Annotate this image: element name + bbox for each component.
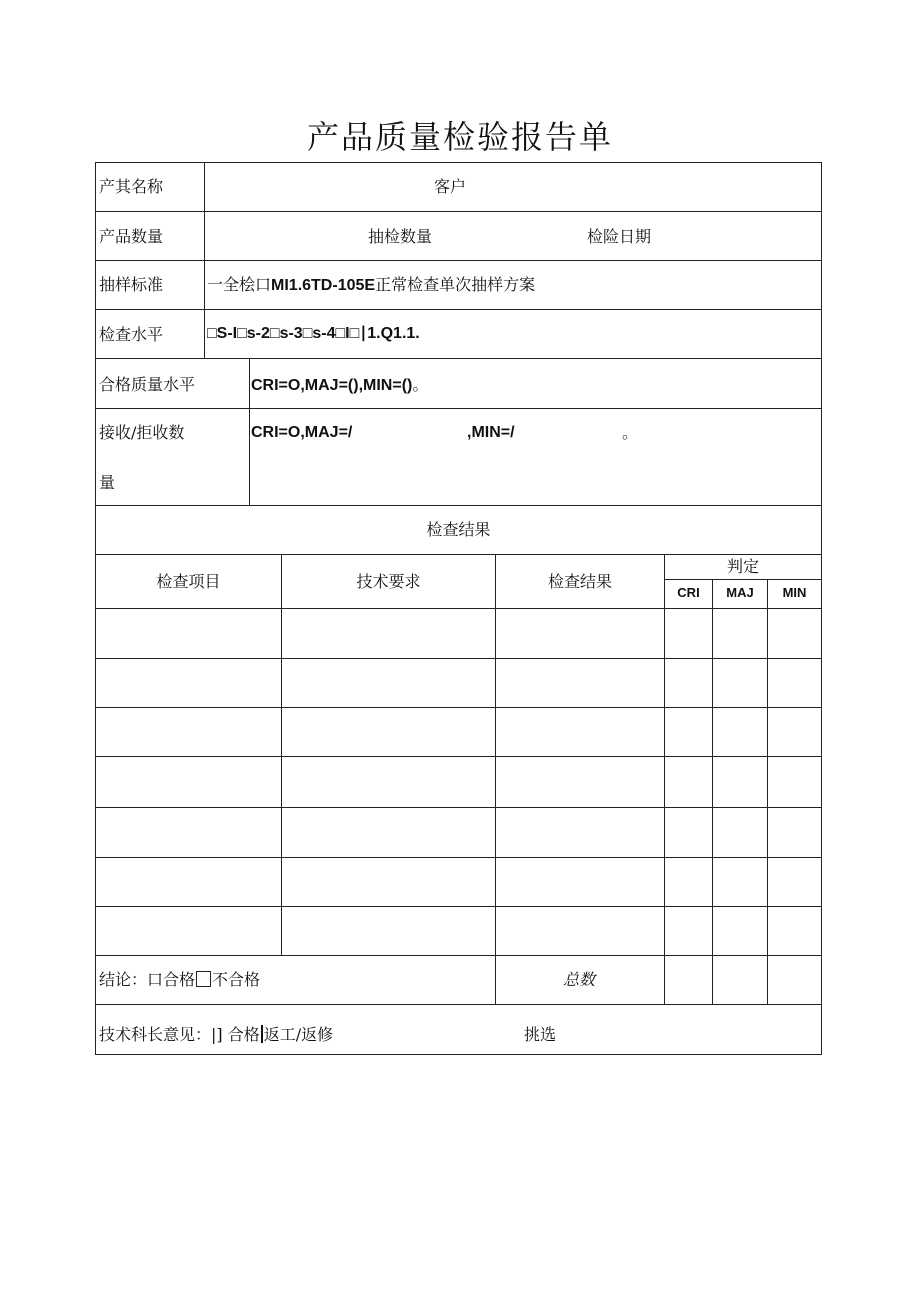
total-label: 总数 — [563, 970, 596, 989]
accept-reject-label-2: 量 — [99, 473, 116, 492]
sample-qty-label: 抽检数量 — [368, 227, 433, 246]
sampling-std-suffix: 正常检查单次抽样方案 — [375, 275, 536, 294]
rule — [495, 554, 496, 1005]
inspect-date-label: 检险日期 — [587, 227, 652, 246]
opinion-bracket: |] — [211, 1025, 223, 1044]
checkbox-mark — [261, 1025, 263, 1043]
sampling-std-prefix: 一全桧口 — [207, 275, 272, 294]
aql-label: 合格质量水平 — [99, 375, 196, 394]
accept-reject-value-1: CRI=O,MAJ=/ — [251, 424, 353, 441]
col-requirement-header: 技术要求 — [356, 572, 421, 591]
results-section-header: 检查结果 — [426, 520, 491, 539]
opinion — [99, 1025, 333, 1045]
sub-cri-header: CRI — [677, 585, 700, 600]
col-item-header: 检查项目 — [156, 572, 221, 591]
aql-end: 。 — [412, 375, 429, 394]
accept-reject-end: 。 — [622, 423, 639, 442]
aql-value-wrap — [251, 375, 428, 396]
rule — [712, 579, 713, 1005]
accept-reject-label-1: 接收/拒收数 — [99, 423, 185, 442]
page-title: 产品质量检验报告单 — [306, 118, 613, 156]
sampling-std-label: 抽样标准 — [99, 275, 164, 294]
aql-value: CRI=O,MAJ=(),MIN=() — [251, 377, 413, 394]
opinion-pick: 挑选 — [524, 1025, 557, 1044]
col-judgement-header: 判定 — [726, 557, 759, 576]
rule — [767, 579, 768, 1005]
rule — [249, 358, 250, 506]
rule — [281, 554, 282, 956]
rule — [664, 579, 822, 580]
conclusion-label: 结论： — [99, 970, 148, 989]
level-value: □S-I□s-2□s-3□s-4□I□∣1.Q1.1. — [207, 325, 420, 342]
sub-min-header: MIN — [782, 585, 807, 600]
sampling-std-code: MI1.6TD-105E — [271, 277, 376, 294]
product-qty-label: 产品数量 — [99, 227, 164, 246]
accept-reject-value-2: ,MIN=/ — [467, 424, 515, 441]
rule — [664, 554, 665, 1005]
fail-checkbox[interactable] — [196, 971, 211, 987]
customer-label: 客户 — [434, 177, 467, 196]
opinion-pass: 合格 — [227, 1025, 260, 1044]
sub-maj-header: MAJ — [726, 585, 754, 600]
table-border-bottom — [95, 1054, 822, 1055]
opinion-label: 技术科长意见： — [99, 1025, 212, 1044]
rule — [95, 408, 822, 409]
level-label: 检查水平 — [99, 325, 164, 344]
opinion-rework: 返工/返修 — [263, 1025, 334, 1044]
sampling-std-value — [207, 275, 535, 296]
rule — [95, 505, 822, 506]
conclusion-fail: 不合格 — [212, 970, 261, 989]
conclusion — [99, 970, 260, 990]
product-name-label: 产其名称 — [99, 177, 164, 196]
rule — [95, 554, 822, 555]
conclusion-pass: 口合格 — [147, 970, 196, 989]
col-result-header: 检查结果 — [547, 572, 612, 591]
rule — [204, 162, 205, 359]
